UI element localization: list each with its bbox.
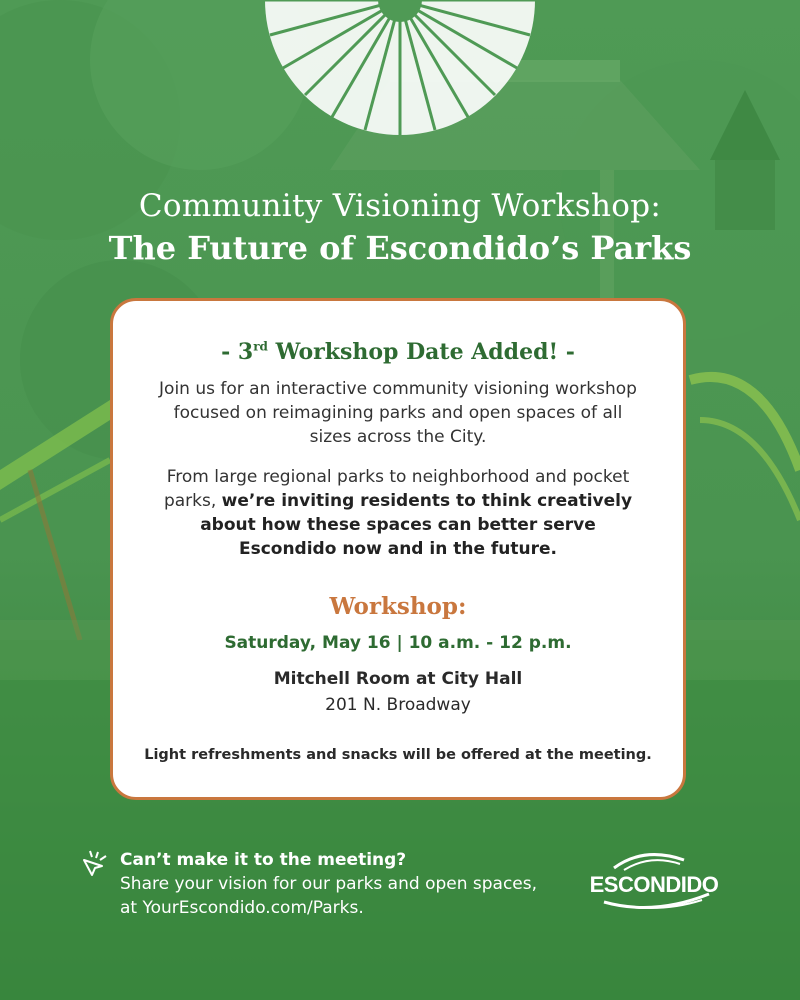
title-line-1: Community Visioning Workshop: (138, 188, 662, 224)
workshop-label: Workshop: (329, 593, 467, 620)
refreshments-note: Light refreshments and snacks will be offered at the meeting. (144, 747, 652, 763)
escondido-logo (584, 846, 724, 916)
cursor-click-icon (78, 848, 110, 880)
page-title (0, 186, 800, 270)
body-paragraph (153, 465, 643, 561)
title-line-2: The Future of Escondido’s Parks (108, 229, 692, 267)
announcement-prefix: - 3 (221, 339, 254, 365)
body-lead-text: From large regional parks to neighborhood and pocket parks, (163, 467, 630, 511)
info-card (110, 298, 686, 800)
workshop-venue: Mitchell Room at City Hall (273, 669, 523, 689)
announcement-superscript: rd (253, 339, 268, 354)
body-bold-text: we’re inviting residents to think creatively about how these spaces can better serve Escondido now and in the future. (200, 491, 633, 559)
logo-text: ESCONDIDO (589, 872, 719, 897)
intro-paragraph: Join us for an interactive community visioning workshop focused on reimagining parks and open spaces of all sizes across the City. (159, 379, 637, 447)
cta-block (120, 848, 540, 920)
workshop-datetime: Saturday, May 16 | 10 a.m. - 12 p.m. (224, 633, 572, 653)
cta-heading: Can’t make it to the meeting? (120, 850, 407, 870)
announcement-suffix: Workshop Date Added! - (267, 339, 575, 365)
announcement-heading (113, 339, 683, 365)
cta-body: Share your vision for our parks and open spaces, at YourEscondido.com/Parks. (120, 874, 538, 918)
workshop-address: 201 N. Broadway (325, 695, 471, 715)
